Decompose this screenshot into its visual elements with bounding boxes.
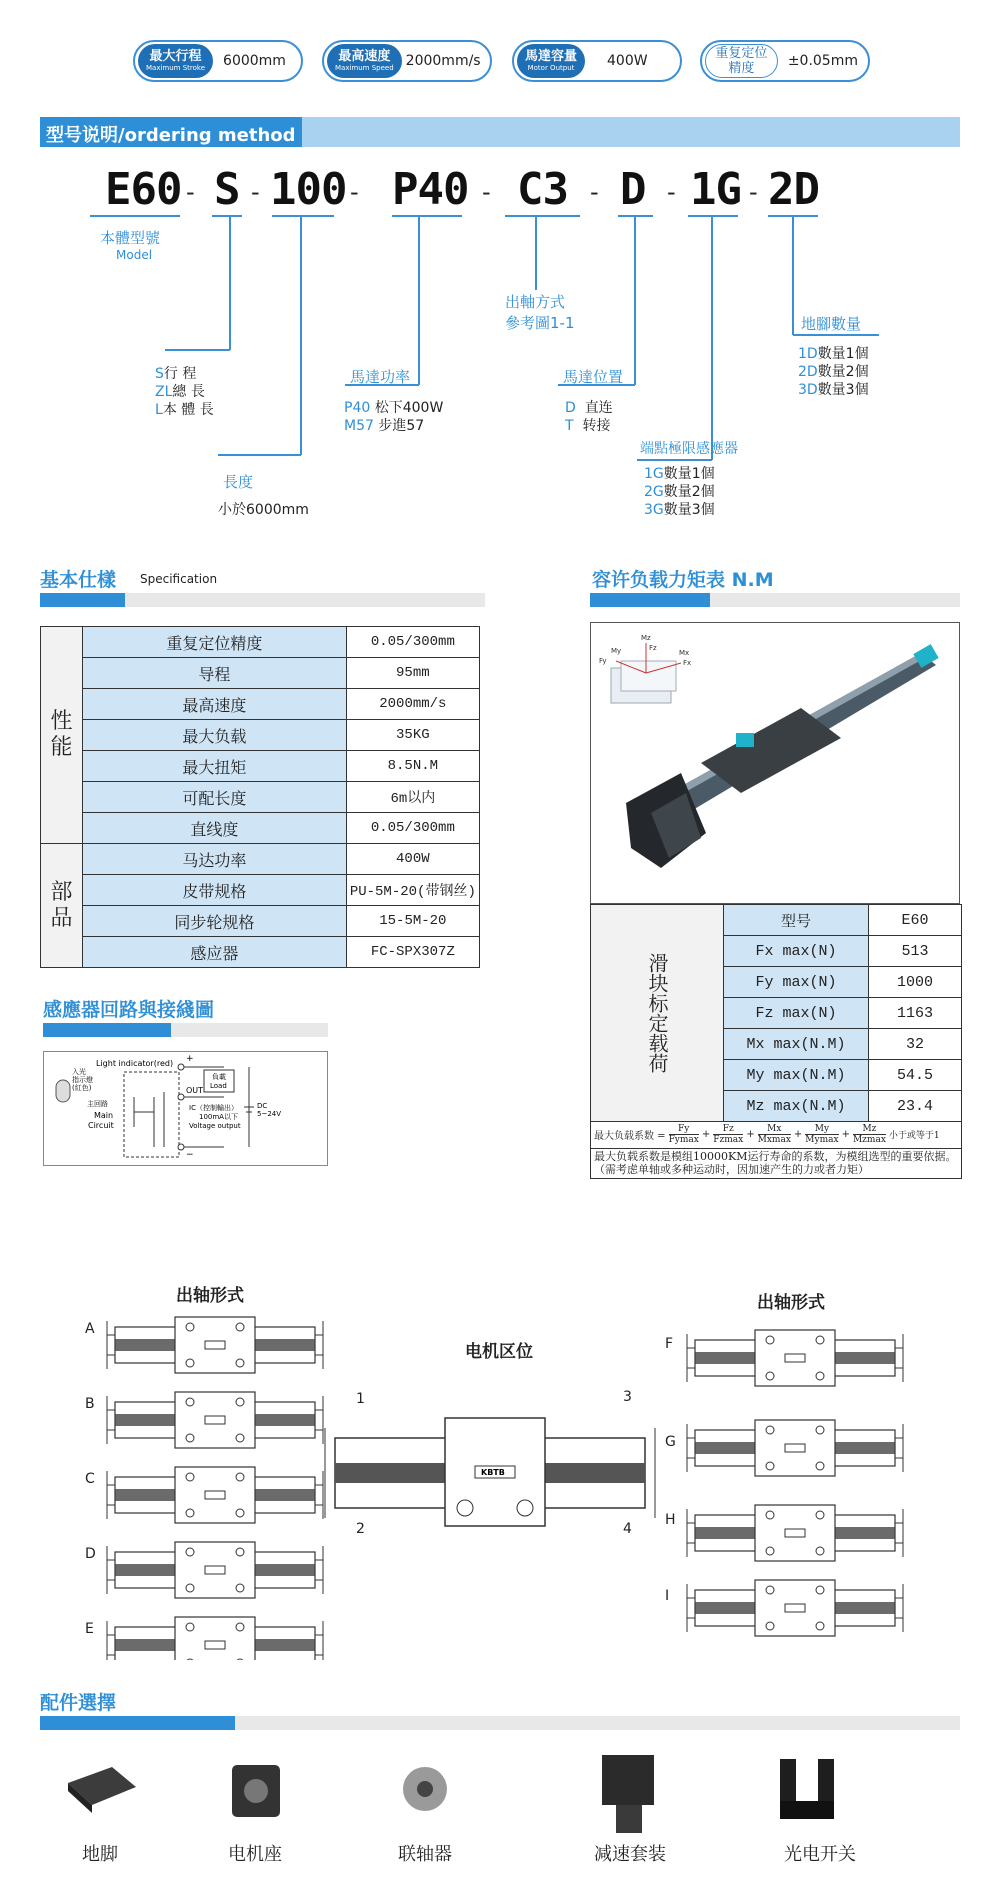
corner-label-3: 3 xyxy=(623,1389,632,1405)
pill-label: 最大行程 Maximum Stroke xyxy=(138,44,213,78)
table-row: 滑块标定载荷 型号 E60 xyxy=(591,905,962,936)
moment-group: 滑块标定载荷 xyxy=(591,905,724,1122)
accessory-images xyxy=(0,1745,1000,1835)
spec-pill-motor xyxy=(512,40,682,82)
model-label: 本體型號 xyxy=(100,229,161,247)
pill-value: 2000mm/s xyxy=(405,53,481,69)
moment-title-bar xyxy=(590,593,960,607)
accessory-coupling: 联轴器 xyxy=(398,1844,452,1865)
model-sub: Model xyxy=(116,248,153,262)
code-sensor: 1G xyxy=(690,164,741,215)
motor-list: P40 松下400W M57 步進57 xyxy=(344,400,444,434)
code-motor-pos: D xyxy=(620,164,646,215)
code-dash: - xyxy=(251,178,260,206)
table-row: 可配长度 6m以内 xyxy=(41,782,480,813)
code-dash: - xyxy=(482,178,491,206)
shaft-label-C: C xyxy=(85,1471,95,1487)
moment-table xyxy=(590,904,962,1122)
shaft-left-title: 出轴形式 xyxy=(176,1286,244,1306)
shaft-label-I: I xyxy=(665,1588,670,1604)
length-desc: 小於6000mm xyxy=(218,502,309,518)
shaft-label-F: F xyxy=(665,1336,674,1352)
table-row: 最高速度 2000mm/s xyxy=(41,689,480,720)
circuit-title-bar xyxy=(43,1023,328,1037)
shaft-label-D: D xyxy=(85,1546,96,1562)
spec-title-en: Specification xyxy=(140,572,218,586)
sensor-label: 端點極限感應器 xyxy=(640,441,738,457)
motor-label: 馬達功率 xyxy=(350,368,411,386)
table-row: Mx max(N.M) 32 xyxy=(591,1029,962,1060)
reducer-icon xyxy=(602,1755,654,1833)
corner-label-2: 2 xyxy=(356,1521,365,1537)
spec-group-performance: 性能 xyxy=(41,627,83,844)
photo-switch-icon xyxy=(780,1759,834,1819)
spec-pill-speed xyxy=(322,40,492,82)
pill-label: 馬達容量 Motor Output xyxy=(517,44,585,78)
shaft-label-G: G xyxy=(665,1434,676,1450)
pill-value: ±0.05mm xyxy=(787,53,858,69)
code-feet: 2D xyxy=(768,164,819,215)
spec-pill-accuracy xyxy=(700,40,870,82)
code-model: E60 xyxy=(105,164,182,215)
table-row: 皮带规格 PU-5M-20(带钢丝) xyxy=(41,875,480,906)
table-row: Mz max(N.M) 23.4 xyxy=(591,1091,962,1122)
svg-text:OUT: OUT xyxy=(186,1086,204,1095)
foot-icon xyxy=(68,1767,136,1813)
circuit-diagram xyxy=(43,1051,328,1166)
shaft-label-E: E xyxy=(85,1621,94,1637)
svg-text:指示燈: 指示燈 xyxy=(72,1076,93,1084)
svg-text:負載: 負載 xyxy=(212,1073,226,1081)
svg-text:5~24V: 5~24V xyxy=(257,1110,282,1118)
product-image-frame xyxy=(590,622,960,904)
pill-label: 重复定位精度 xyxy=(705,44,778,78)
load-formula: 最大负载系数 = Fy Fymax + Fz Fzmax + Mx Mxmax + My Mymax + Mz Mzmax 小于或等于1 xyxy=(590,1121,962,1149)
svg-text:Main: Main xyxy=(94,1111,114,1120)
code-shaft: C3 xyxy=(517,164,568,215)
linear-module-illustration xyxy=(591,623,961,905)
pill-label: 最高速度 Maximum Speed xyxy=(327,44,402,78)
table-row: 性能 重复定位精度 0.05/300mm xyxy=(41,627,480,658)
table-row: 最大扭矩 8.5N.M xyxy=(41,751,480,782)
moment-title: 容许负载力矩表 N.M xyxy=(592,569,774,591)
svg-text:(紅色): (紅色) xyxy=(72,1084,92,1092)
corner-label-1: 1 xyxy=(356,1391,365,1407)
corner-label-4: 4 xyxy=(623,1521,632,1537)
shaft-drawings xyxy=(0,1300,1000,1660)
table-row: Fz max(N) 1163 xyxy=(591,998,962,1029)
pill-value: 400W xyxy=(607,53,648,69)
spec-title-bar xyxy=(40,593,485,607)
axis-label: Mx xyxy=(679,649,690,657)
axis-label: Fx xyxy=(683,659,692,667)
table-row: 最大负载 35KG xyxy=(41,720,480,751)
axis-label: Fy xyxy=(599,657,607,665)
feet-label: 地腳數量 xyxy=(801,315,862,333)
axis-label: My xyxy=(611,647,622,655)
shaft-label: 出軸方式 xyxy=(505,293,566,311)
svg-text:入光: 入光 xyxy=(72,1068,86,1076)
code-length: 100 xyxy=(270,164,347,215)
coupling-icon xyxy=(403,1767,447,1811)
circuit-title: 感應器回路與接綫圖 xyxy=(43,999,215,1021)
svg-text:IC（控制輸出）: IC（控制輸出） xyxy=(189,1104,238,1112)
ordering-section-bar xyxy=(40,117,960,147)
shaft-sub: 參考圖1-1 xyxy=(505,314,575,332)
table-row: Fx max(N) 513 xyxy=(591,936,962,967)
table-row: 同步轮规格 15-5M-20 xyxy=(41,906,480,937)
length-label: 長度 xyxy=(223,473,254,491)
accessories-title-bar xyxy=(40,1716,960,1730)
svg-text:100mA以下: 100mA以下 xyxy=(199,1113,238,1121)
shaft-right-title: 出轴形式 xyxy=(757,1293,825,1313)
plate-text: KBTB xyxy=(481,1468,505,1477)
shaft-label-H: H xyxy=(665,1512,676,1528)
shaft-label-B: B xyxy=(85,1396,95,1412)
load-note: 最大负载系数是模组10000KM运行寿命的系数，为模组选型的重要依据。（需考虑单轴或多种运动时，因加速产生的力或者力矩） xyxy=(590,1149,962,1179)
svg-text:DC: DC xyxy=(257,1102,268,1110)
svg-text:Voltage output: Voltage output xyxy=(189,1122,241,1130)
sensor-list: 1G數量1個 2G數量2個 3G數量3個 xyxy=(644,466,715,518)
svg-text:+: + xyxy=(186,1054,194,1064)
table-row: 感应器 FC-SPX307Z xyxy=(41,937,480,968)
code-motor: P40 xyxy=(392,164,469,215)
svg-text:Circuit: Circuit xyxy=(88,1121,114,1130)
table-row: My max(N.M) 54.5 xyxy=(591,1060,962,1091)
spec-table xyxy=(40,626,480,968)
code-dash: - xyxy=(186,178,195,206)
code-dash: - xyxy=(749,178,758,206)
pill-value: 6000mm xyxy=(223,53,286,69)
code-dash: - xyxy=(350,178,359,206)
axis-label: Fz xyxy=(649,644,657,652)
code-dash: - xyxy=(667,178,676,206)
table-row: 部品 马达功率 400W xyxy=(41,844,480,875)
axis-diagram xyxy=(599,634,691,703)
table-row: 导程 95mm xyxy=(41,658,480,689)
accessory-reducer: 减速套装 xyxy=(594,1844,666,1865)
shaft-label-A: A xyxy=(85,1321,95,1337)
svg-text:Light indicator(red): Light indicator(red) xyxy=(96,1059,174,1068)
motor-seat-icon xyxy=(232,1765,280,1817)
svg-text:主回路: 主回路 xyxy=(87,1100,108,1108)
type-list: S行 程 ZL總 長 L本 體 長 xyxy=(155,366,214,418)
spec-group-parts: 部品 xyxy=(41,844,83,968)
motor-pos-list: D 直连 T 转接 xyxy=(565,400,613,434)
feet-list: 1D數量1個 2D數量2個 3D數量3個 xyxy=(798,346,869,398)
spec-pill-stroke xyxy=(133,40,303,82)
accessory-motor-seat: 电机座 xyxy=(228,1844,282,1865)
code-type: S xyxy=(214,164,240,215)
accessory-foot: 地脚 xyxy=(82,1844,118,1865)
motor-pos-label: 馬達位置 xyxy=(563,368,624,386)
ordering-title: 型号说明/ordering method xyxy=(40,117,302,147)
table-row: Fy max(N) 1000 xyxy=(591,967,962,998)
svg-text:−: − xyxy=(186,1150,194,1160)
spec-title: 基本仕樣 xyxy=(40,569,117,591)
motor-position-title: 电机区位 xyxy=(465,1342,533,1362)
accessory-photo-switch: 光电开关 xyxy=(784,1844,856,1865)
accessories-title: 配件選擇 xyxy=(40,1692,117,1714)
circuit-svg xyxy=(44,1052,329,1167)
code-dash: - xyxy=(590,178,599,206)
axis-label: Mz xyxy=(641,634,651,642)
svg-text:Load: Load xyxy=(210,1082,227,1090)
table-row: 直线度 0.05/300mm xyxy=(41,813,480,844)
